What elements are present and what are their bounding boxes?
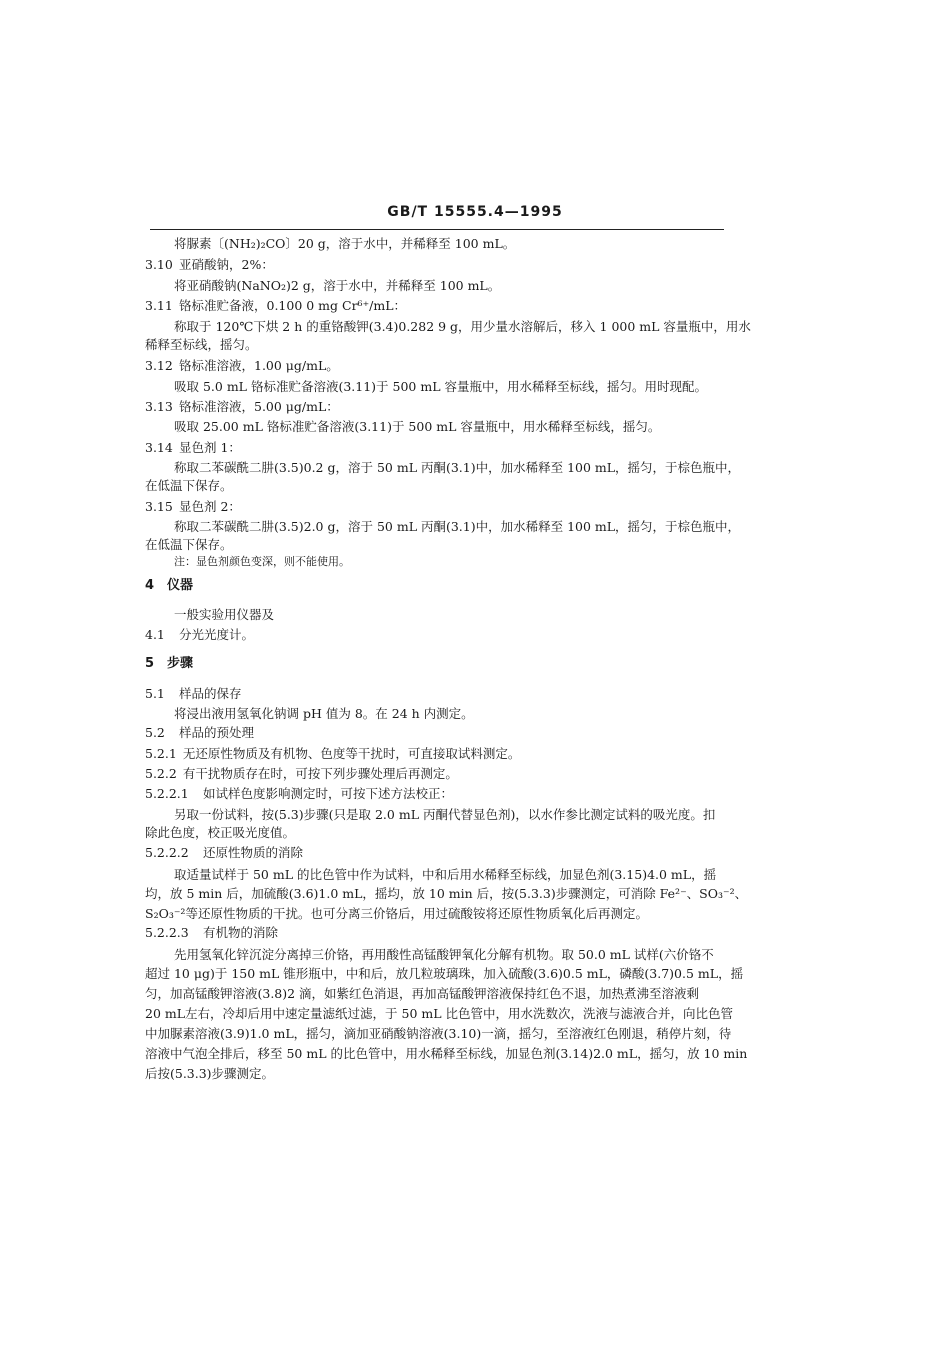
clause-number: 5.2.2.1 [145, 786, 189, 801]
text-line: 另取一份试料，按(5.3)步骤(只是取 2.0 mL 丙酮代替显色剂)，以水作参比测定试料的吸光度。扣 [174, 807, 716, 822]
text-line: 一般实验用仪器及 [174, 607, 275, 622]
text-line: 将亚硝酸钠(NaNO₂)2 g，溶于水中，并稀释至 100 mL。 [174, 278, 501, 293]
clause-title: 铬标准溶液，1.00 μg/mL。 [179, 358, 339, 373]
text-line: 20 mL左右，冷却后用中速定量滤纸过滤，于 50 mL 比色管中，用水洗数次，洗液与滤液合并，向比色管 [145, 1006, 734, 1021]
clause-5-2-2-2 [145, 844, 303, 862]
text-line: 超过 10 μg)于 150 mL 锥形瓶中，中和后，放几粒玻璃珠，加入硫酸(3.6)0.5 mL，磷酸(3.7)0.5 mL，摇 [145, 966, 744, 981]
clause-title: 显色剂 1： [179, 440, 241, 455]
clause-number: 3.12 [145, 358, 173, 373]
text-line: 称取于 120℃下烘 2 h 的重铬酸钾(3.4)0.282 9 g，用少量水溶解后，移入 1 000 mL 容量瓶中，用水 [174, 319, 751, 334]
clause-number: 5.2 [145, 725, 165, 740]
clause-5-1 [145, 685, 242, 703]
text-line: 中加脲素溶液(3.9)1.0 mL，摇匀，滴加亚硝酸钠溶液(3.10)一滴，摇匀，至溶液红色刚退，稍停片刻，待 [145, 1026, 732, 1041]
text-line: 均，放 5 min 后，加硫酸(3.6)1.0 mL，摇均，放 10 min 后，按(5.3.3)步骤测定，可消除 Fe²⁻、SO₃⁻²、 [145, 886, 748, 901]
clause-title: 有机物的消除 [203, 925, 279, 940]
clause-number: 5.2.2.3 [145, 925, 189, 940]
clause-number: 5.2.1 [145, 746, 177, 761]
text-line: 溶液中气泡全排后，移至 50 mL 的比色管中，用水稀释至标线，加显色剂(3.14)2.0 mL，摇匀，放 10 min [145, 1046, 748, 1061]
text-line: 在低温下保存。 [145, 537, 233, 552]
clause-number: 5.2.2.2 [145, 845, 189, 860]
text-line: 后按(5.3.3)步骤测定。 [145, 1066, 275, 1081]
clause-3-14 [145, 439, 241, 457]
clause-3-13 [145, 398, 339, 416]
clause-title: 还原性物质的消除 [203, 845, 304, 860]
clause-number: 3.11 [145, 298, 173, 313]
clause-title: 有干扰物质存在时，可按下列步骤处理后再测定。 [182, 766, 458, 781]
clause-3-11 [145, 297, 406, 315]
clause-title: 显色剂 2： [179, 499, 241, 514]
text-line: 除此色度，校正吸光度值。 [145, 825, 296, 840]
header-rule [150, 229, 724, 230]
clause-number: 3.10 [145, 257, 173, 272]
text-line: 在低温下保存。 [145, 478, 233, 493]
text-line: 称取二苯碳酰二肼(3.5)0.2 g，溶于 50 mL 丙酮(3.1)中，加水稀释至 100 mL，摇匀，于棕色瓶中， [174, 460, 741, 475]
clause-number: 5.2.2 [145, 766, 177, 781]
text-line: S₂O₃⁻²等还原性物质的干扰。也可分离三价铬后，用过硫酸铵将还原性物质氧化后再测定。 [145, 906, 648, 921]
clause-title: 分光光度计。 [179, 627, 255, 642]
section-number: 5 [145, 656, 155, 671]
clause-4-1 [145, 626, 254, 644]
clause-5-2-1 [145, 745, 520, 763]
clause-title: 铬标准贮备液，0.100 0 mg Cr⁶⁺/mL： [179, 298, 407, 313]
clause-number: 4.1 [145, 627, 165, 642]
clause-number: 3.15 [145, 499, 173, 514]
text-line: 先用氢氧化锌沉淀分离掉三价铬，再用酸性高锰酸钾氧化分解有机物。取 50.0 mL 试样(六价铬不 [174, 947, 714, 962]
text-line: 称取二苯碳酰二肼(3.5)2.0 g，溶于 50 mL 丙酮(3.1)中，加水稀释至 100 mL，摇匀，于棕色瓶中， [174, 519, 741, 534]
section-5-heading [145, 655, 193, 673]
clause-title: 铬标准溶液，5.00 μg/mL： [179, 399, 339, 414]
clause-number: 3.13 [145, 399, 173, 414]
section-title: 步骤 [167, 656, 194, 671]
clause-5-2-2 [145, 765, 458, 783]
text-line: 将脲素〔(NH₂)₂CO〕20 g，溶于水中，并稀释至 100 mL。 [174, 236, 516, 251]
clause-title: 亚硝酸钠，2%： [179, 257, 274, 272]
text-line: 取适量试样于 50 mL 的比色管中作为试料，中和后用水稀释至标线，加显色剂(3.15)4.0 mL，摇 [174, 867, 717, 882]
text-line: 将浸出液用氢氧化钠调 pH 值为 8。在 24 h 内测定。 [174, 706, 474, 721]
clause-title: 样品的预处理 [179, 725, 255, 740]
clause-number: 3.14 [145, 440, 173, 455]
clause-title: 如试样色度影响测定时，可按下述方法校正： [203, 786, 454, 801]
text-line: 稀释至标线，摇匀。 [145, 337, 258, 352]
clause-5-2-2-1 [145, 785, 453, 803]
page-header-standard-number: GB/T 15555.4—1995 [387, 204, 563, 220]
clause-3-10 [145, 256, 274, 274]
section-number: 4 [145, 578, 155, 593]
clause-3-12 [145, 357, 339, 375]
clause-5-2 [145, 724, 254, 742]
clause-title: 无还原性物质及有机物、色度等干扰时，可直接取试料测定。 [182, 746, 521, 761]
section-title: 仪器 [167, 578, 194, 593]
note-text: 注：显色剂颜色变深，则不能使用。 [174, 555, 350, 568]
clause-title: 样品的保存 [179, 686, 242, 701]
text-line: 匀，加高锰酸钾溶液(3.8)2 滴，如紫红色消退，再加高锰酸钾溶液保持红色不退，加热煮沸至溶液剩 [145, 986, 700, 1001]
clause-number: 5.1 [145, 686, 165, 701]
text-line: 吸取 5.0 mL 铬标准贮备溶液(3.11)于 500 mL 容量瓶中，用水稀释至标线，摇匀。用时现配。 [174, 379, 707, 394]
text-line: 吸取 25.00 mL 铬标准贮备溶液(3.11)于 500 mL 容量瓶中，用水稀释至标线，摇匀。 [174, 419, 661, 434]
clause-3-15 [145, 498, 241, 516]
section-4-heading [145, 577, 193, 595]
clause-5-2-2-3 [145, 924, 278, 942]
